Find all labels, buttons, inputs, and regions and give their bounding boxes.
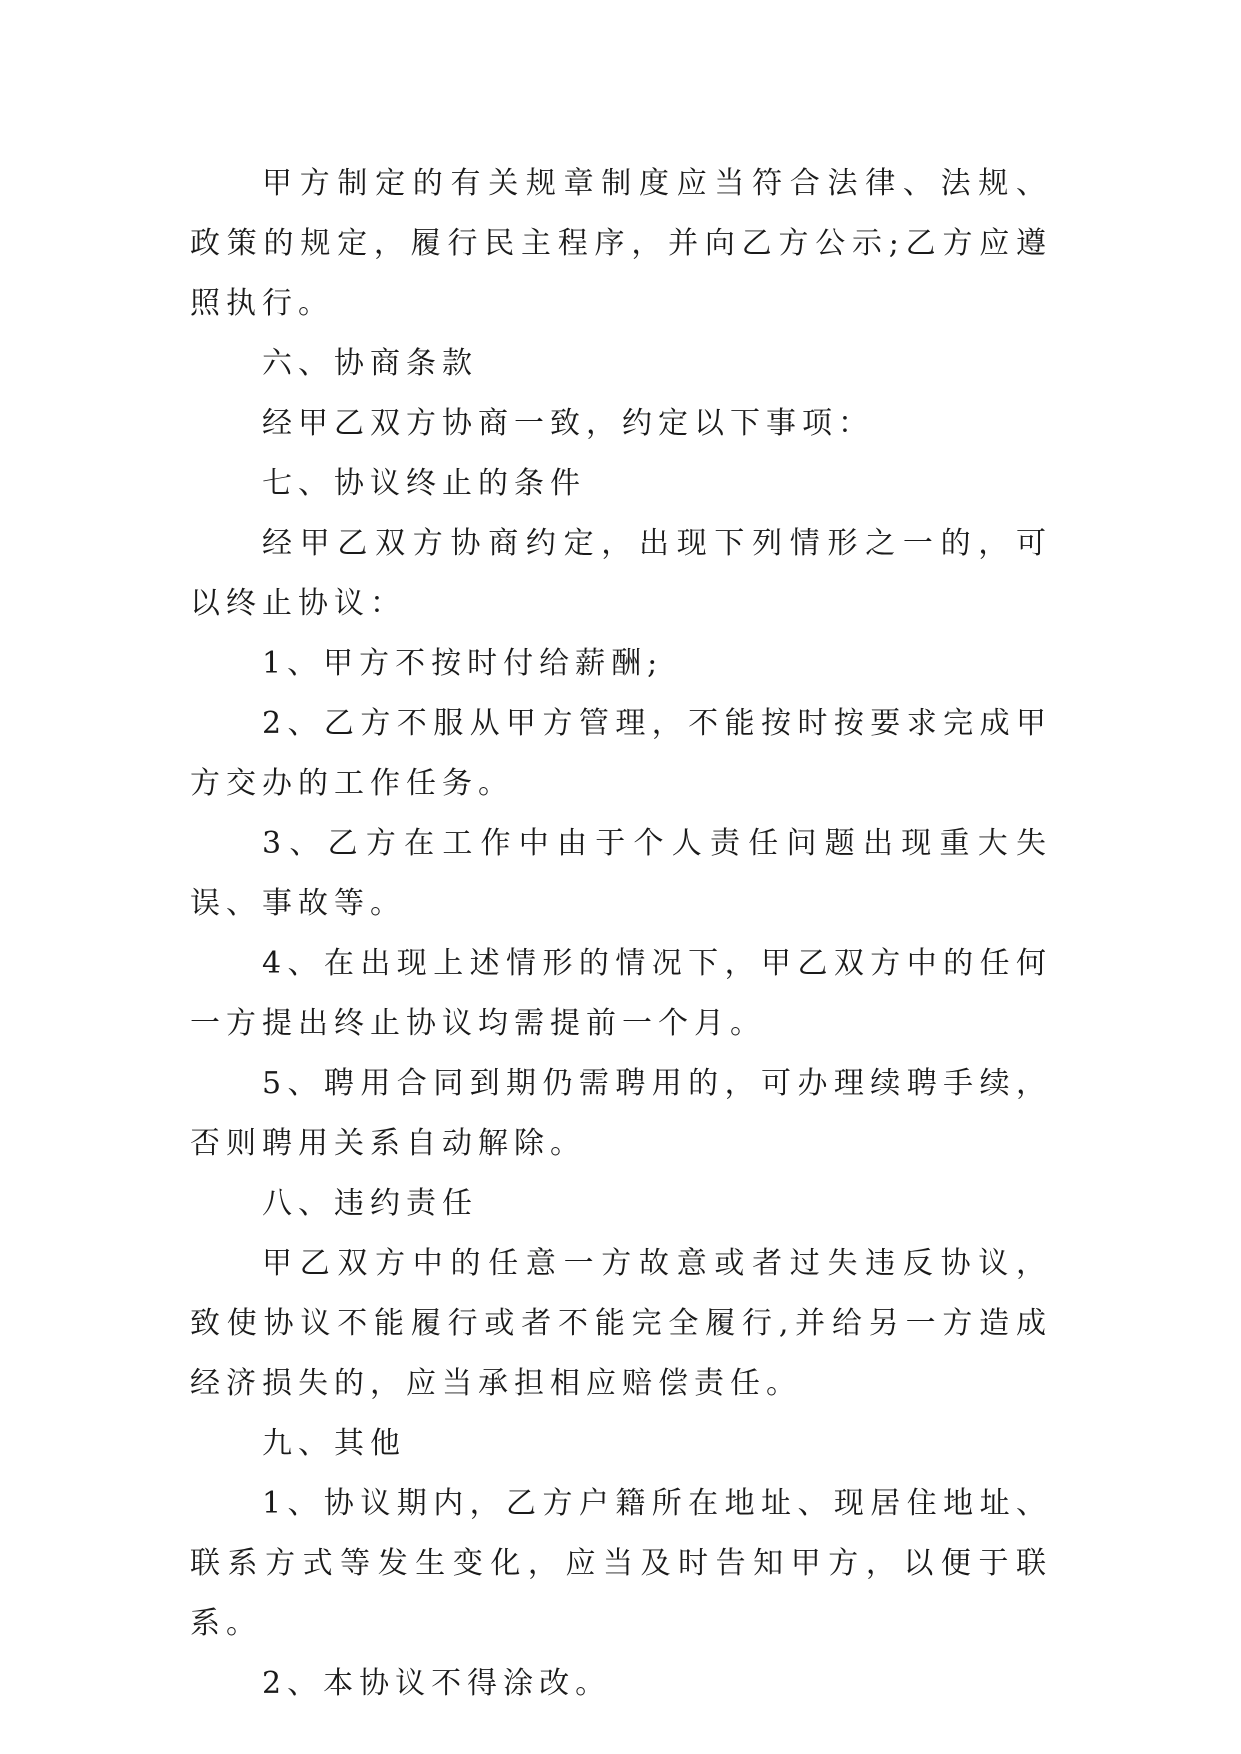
list-item-termination-1: 1、甲方不按时付给薪酬; [262, 646, 664, 681]
list-item-other-2: 2、本协议不得涂改。 [262, 1666, 612, 1701]
heading-section-9: 九、其他 [262, 1426, 406, 1461]
document-body [190, 154, 1052, 1714]
list-item-termination-4: 4、在出现上述情形的情况下，甲乙双方中的任何一方提出终止协议均需提前一个月。 [190, 946, 1052, 1041]
list-item-other-1: 1、协议期内，乙方户籍所在地址、现居住地址、联系方式等发生变化，应当及时告知甲方，以便于联系。 [190, 1486, 1052, 1641]
heading-section-8: 八、违约责任 [262, 1186, 478, 1221]
paragraph-termination-intro: 经甲乙双方协商约定，出现下列情形之一的，可以终止协议： [190, 526, 1052, 621]
list-item-termination-5: 5、聘用合同到期仍需聘用的，可办理续聘手续，否则聘用关系自动解除。 [190, 1066, 1052, 1161]
list-item-termination-3: 3、乙方在工作中由于个人责任问题出现重大失误、事故等。 [190, 826, 1052, 921]
list-item-termination-2: 2、乙方不服从甲方管理，不能按时按要求完成甲方交办的工作任务。 [190, 706, 1052, 801]
paragraph-breach-liability: 甲乙双方中的任意一方故意或者过失违反协议，致使协议不能履行或者不能完全履行,并给另一方造成经济损失的，应当承担相应赔偿责任。 [190, 1246, 1052, 1401]
paragraph-rules-compliance: 甲方制定的有关规章制度应当符合法律、法规、政策的规定，履行民主程序，并向乙方公示;乙方应遵照执行。 [190, 166, 1052, 321]
heading-section-6: 六、协商条款 [262, 346, 478, 381]
paragraph-agreed-items: 经甲乙双方协商一致，约定以下事项： [262, 406, 874, 441]
heading-section-7: 七、协议终止的条件 [262, 466, 586, 501]
